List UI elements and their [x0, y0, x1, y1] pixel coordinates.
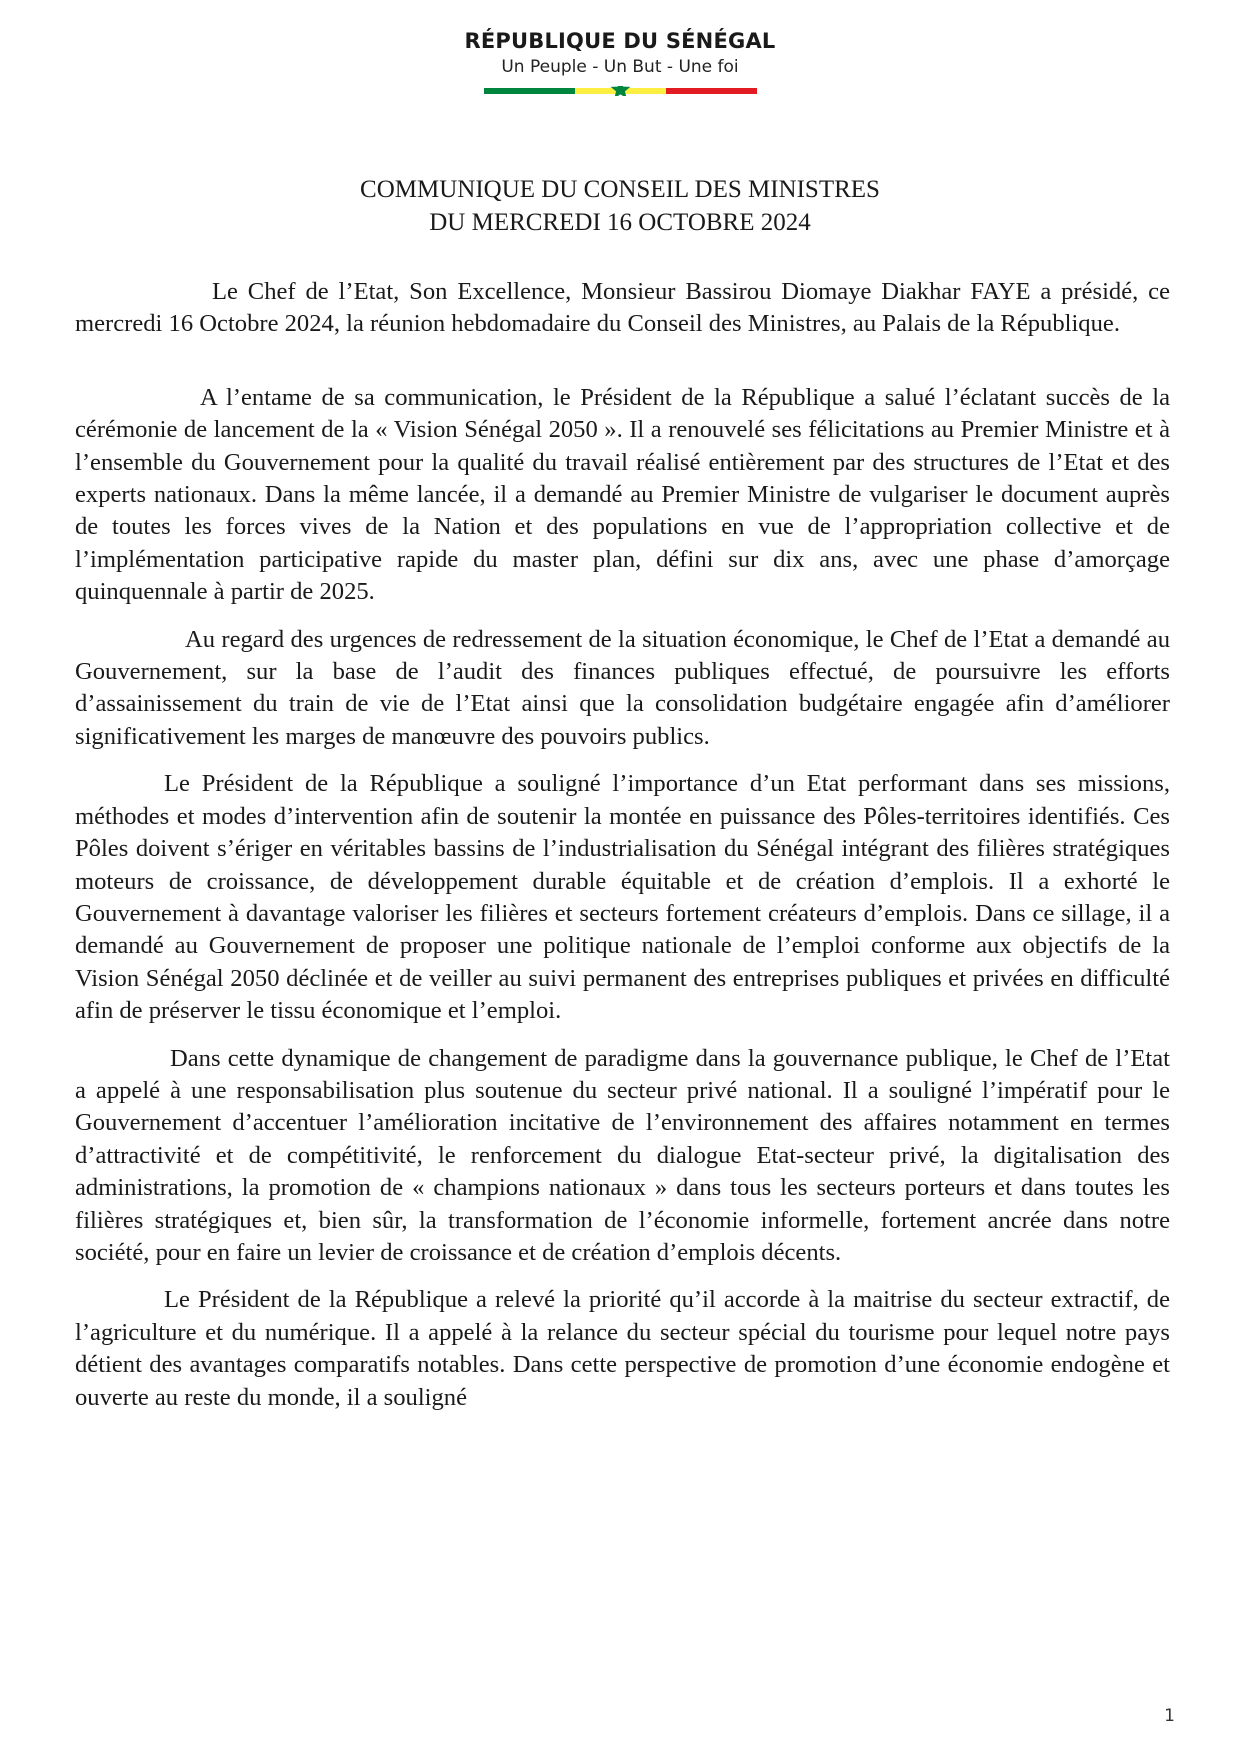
paragraph: Dans cette dynamique de changement de paradigme dans la gouvernance publique, le Chef de l’Etat a appelé à une responsabilisation plus soutenue du secteur privé national. Il a souligné l’impératif pour le Gouvernement d’accentuer l’amélioration incitative de l’environnement des affaires notamment en termes d’attractivité et de compétitivité, le renforcement du dialogue Etat-secteur privé, la digitalisation des administrations, la promotion de « champions nationaux » dans tous les secteurs porteurs et dans toutes les filières stratégiques et, bien sûr, la transformation de l’économie informelle, fortement ancrée dans notre société, pour en faire un levier de croissance et de création d’emplois décents.: [75, 1044, 1170, 1266]
flag-red-stripe: [666, 88, 757, 94]
document-title: [0, 173, 1240, 239]
paragraph: Au regard des urgences de redressement de la situation économique, le Chef de l’Etat a demandé au Gouvernement, sur la base de l’audit des finances publiques effectué, de poursuivre les efforts d’assainissement du train de vie de l’Etat ainsi que la consolidation budgétaire engagée afin d’améliorer significativement les marges de manœuvre des pouvoirs publics.: [75, 625, 1170, 750]
paragraph: A l’entame de sa communication, le Président de la République a salué l’éclatant succès de la cérémonie de lancement de la « Vision Sénégal 2050 ». Il a renouvelé ses félicitations au Premier Ministre et à l’ensemble du Gouvernement pour la qualité du travail réalisé entièrement par des structures de l’Etat et des experts nationaux. Dans la même lancée, il a demandé au Premier Ministre de vulgariser le document auprès de toutes les forces vives de la Nation et des populations en vue de l’appropriation collective et de l’implémentation participative rapide du master plan, défini sur dix ans, avec une phase d’amorçage quinquennale à partir de 2025.: [75, 383, 1170, 606]
flag-bar: [484, 86, 757, 96]
document-body: [75, 276, 1170, 1429]
paragraph: Le Chef de l’Etat, Son Excellence, Monsieur Bassirou Diomaye Diakhar FAYE a présidé, ce mercredi 16 Octobre 2024, la réunion hebdomadaire du Conseil des Ministres, au Palais de la République.: [75, 278, 1170, 338]
page-number: 1: [1164, 1706, 1175, 1726]
national-motto: Un Peuple - Un But - Une foi: [501, 57, 739, 77]
paragraph: Le Président de la République a souligné l’importance d’un Etat performant dans ses missions, méthodes et modes d’intervention afin de soutenir la montée en puissance des Pôles-territoires identifiés. Ces Pôles doivent s’ériger en véritables bassins de l’industrialisation du Sénégal intégrant des filières stratégiques moteurs de croissance, de développement durable équitable et de création d’emplois. Il a exhorté le Gouvernement à davantage valoriser les filières et secteurs fortement créateurs d’emplois. Dans ce sillage, il a demandé au Gouvernement de proposer une politique nationale de l’emploi conforme aux objectifs de la Vision Sénégal 2050 déclinée et de veiller au suivi permanent des entreprises publiques et privées en difficulté afin de préserver le tissu économique et l’emploi.: [75, 770, 1170, 1025]
paragraph: Le Président de la République a relevé la priorité qu’il accorde à la maitrise du secteur extractif, de l’agriculture et du numérique. Il a appelé à la relance du secteur spécial du tourisme pour lequel notre pays détient des avantages comparatifs notables. Dans cette perspective de promotion d’une économie endogène et ouverte au reste du monde, il a souligné: [75, 1286, 1170, 1411]
letterhead: [0, 28, 1240, 78]
country-name: RÉPUBLIQUE DU SÉNÉGAL: [464, 29, 776, 53]
title-line-1: COMMUNIQUE DU CONSEIL DES MINISTRES: [360, 176, 880, 203]
title-line-2: DU MERCREDI 16 OCTOBRE 2024: [429, 209, 811, 236]
flag-green-stripe: [484, 88, 575, 94]
